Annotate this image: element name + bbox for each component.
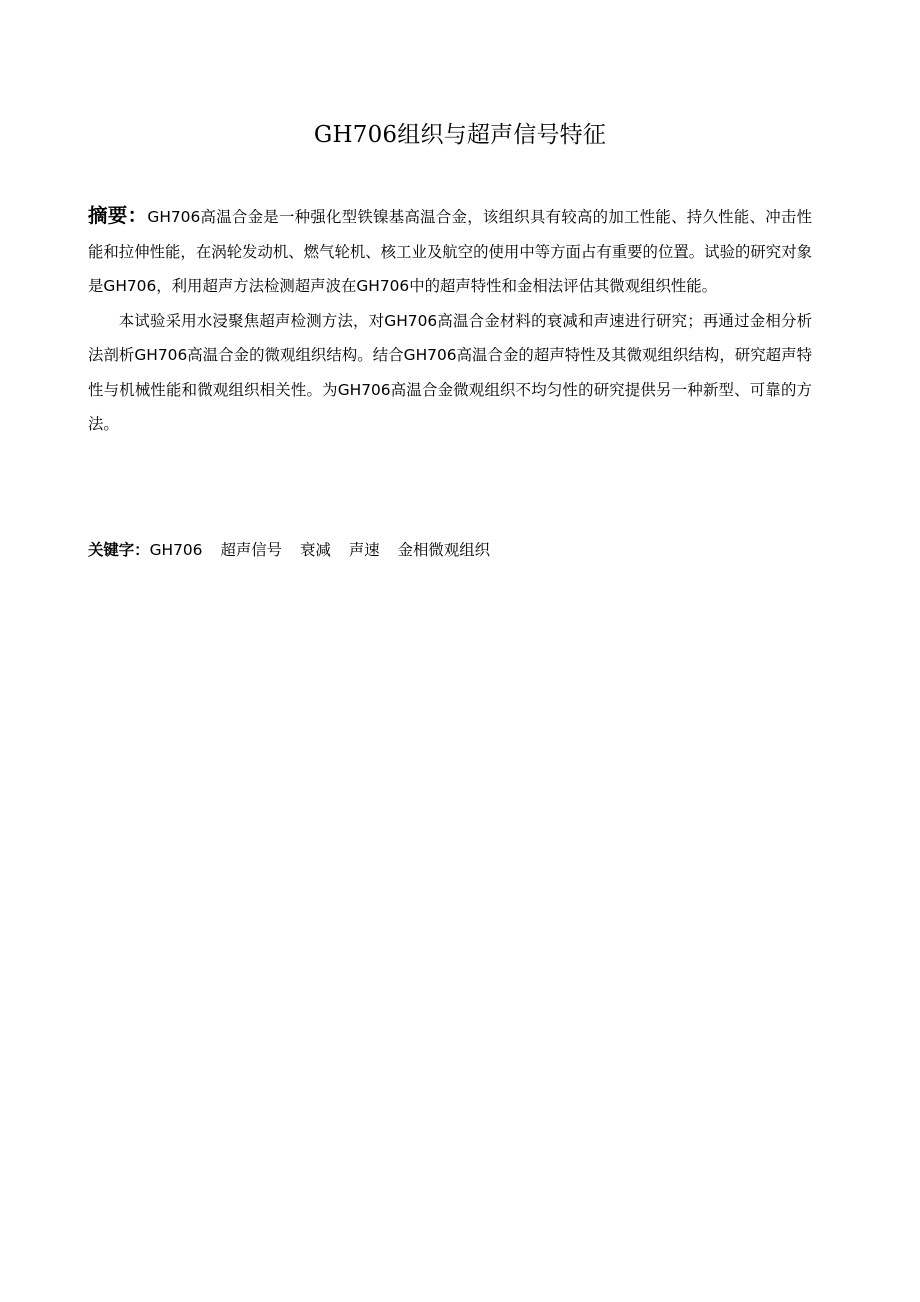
keywords-label: 关键字：	[88, 541, 150, 559]
keyword-item: 超声信号	[220, 541, 283, 559]
keyword-item: GH706	[149, 541, 203, 559]
document-title: GH706组织与超声信号特征	[313, 122, 607, 148]
abstract-paragraph-2: 本试验采用水浸聚焦超声检测方法，对GH706高温合金材料的衰减和声速进行研究；再通过金相分析法剖析GH706高温合金的微观组织结构。结合GH706高温合金的超声特性及其微观组织结构，研究超声特性与机械性能和微观组织相关性。为GH706高温合金微观组织不均匀性的研究提供另一种新型、可靠的方法。	[88, 311, 812, 433]
abstract-paragraph-1-text: GH706高温合金是一种强化型铁镍基高温合金，该组织具有较高的加工性能、持久性能、冲击性能和拉伸性能，在涡轮发动机、燃气轮机、核工业及航空的使用中等方面占有重要的位置。试验的研究对象是GH706，利用超声方法检测超声波在GH706中的超声特性和金相法评估其微观组织性能。	[88, 208, 812, 295]
keyword-item: 声速	[348, 541, 380, 559]
keyword-item: 衰减	[300, 541, 331, 559]
abstract-paragraph-1	[88, 199, 812, 304]
abstract-label: 摘要：	[88, 204, 148, 227]
abstract-section	[88, 199, 812, 442]
keywords-line	[88, 537, 490, 563]
keyword-item: 金相微观组织	[397, 541, 490, 559]
